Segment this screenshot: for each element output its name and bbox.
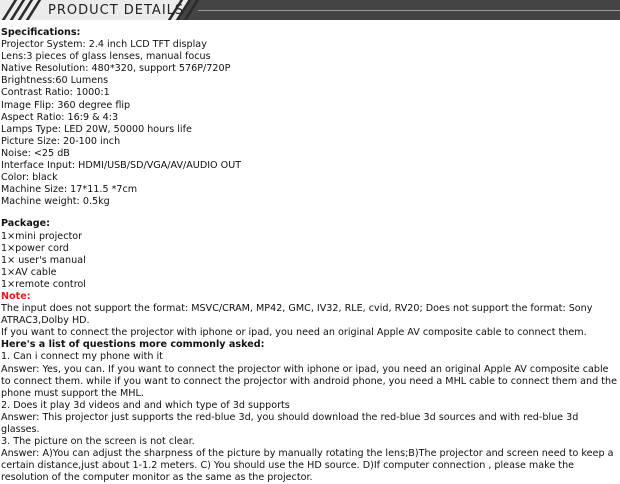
spec-line: Noise: <25 dB [1,147,70,159]
faq-question: 2. Does it play 3d videos and and which type of 3d supports [1,399,290,411]
spec-line: Machine weight: 0.5kg [1,196,110,208]
header-title: PRODUCT DETAILS [48,3,185,18]
spec-line: Native Resolution: 480*320, support 576P/720P [1,63,231,75]
package-heading: Package: [1,218,50,230]
spec-line: Color: black [1,172,58,184]
faq-question: 3. The picture on the screen is not clear. [1,436,195,448]
spec-line: Contrast Ratio: 1000:1 [1,87,110,99]
package-item: 1×remote control [1,278,86,290]
note-heading: Note: [1,290,31,302]
specifications-heading: Specifications: [1,27,81,38]
spec-line: Interface Input: HDMI/USB/SD/VGA/AV/AUDIO OUT [1,160,242,172]
package-item: 1× user's manual [1,254,86,266]
package-item: 1×mini projector [1,230,83,242]
specifications-list [1,39,617,208]
product-description [1,27,617,484]
faq-question: 1. Can i connect my phone with it [1,351,163,363]
package-item: 1×AV cable [1,266,57,278]
faq-answer: Answer: A)You can adjust the sharpness of the picture by manually rotating the lens;B)The projector and screen need to keep a certain distance,just about 1-1.2 meters. C) You should use the HD source. D)If computer connection , please make the resolution of the computer monitor as the same as the projector. [1,448,614,484]
spec-line: Brightness:60 Lumens [1,75,109,87]
note-cable-text: If you want to connect the projector with iphone or ipad, you need an original Apple AV composite cable to connect them. [1,327,587,339]
product-details-header [0,0,620,20]
faq-heading: Here's a list of questions more commonly asked: [1,339,265,351]
spec-line: Image Flip: 360 degree flip [1,99,131,111]
package-list [1,231,617,291]
package-item: 1×power cord [1,242,69,254]
spec-line: Machine Size: 17*11.5 *7cm [1,184,138,196]
faq-answer: Answer: Yes, you can. If you want to connect the projector with iphone or ipad, you need an original Apple AV composite cable to connect them. while if you want to connect the projector with android phone, you need a MHL cable to connect them and the phone must support the MHL. [1,363,618,399]
spec-line: Lamps Type: LED 20W, 50000 hours life [1,123,192,135]
spec-line: Picture Size: 20-100 inch [1,135,121,147]
section-spacer [1,208,617,218]
spec-line: Lens:3 pieces of glass lenses, manual focus [1,51,211,63]
note-format-text: The input does not support the format: MSVC/CRAM, MP42, GMC, IV32, RLE, cvid, RV20; Does not support the format: Sony ATRAC3,Dolby HD. [1,303,593,327]
faq-answer: Answer: This projector just supports the red-blue 3d, you should download the red-blue 3d sources and with red-blue 3d glasses. [1,411,579,435]
spec-line: Aspect Ratio: 16:9 & 4:3 [1,111,119,123]
spec-line: Projector System: 2.4 inch LCD TFT display [1,39,207,51]
header-divider [198,10,620,11]
